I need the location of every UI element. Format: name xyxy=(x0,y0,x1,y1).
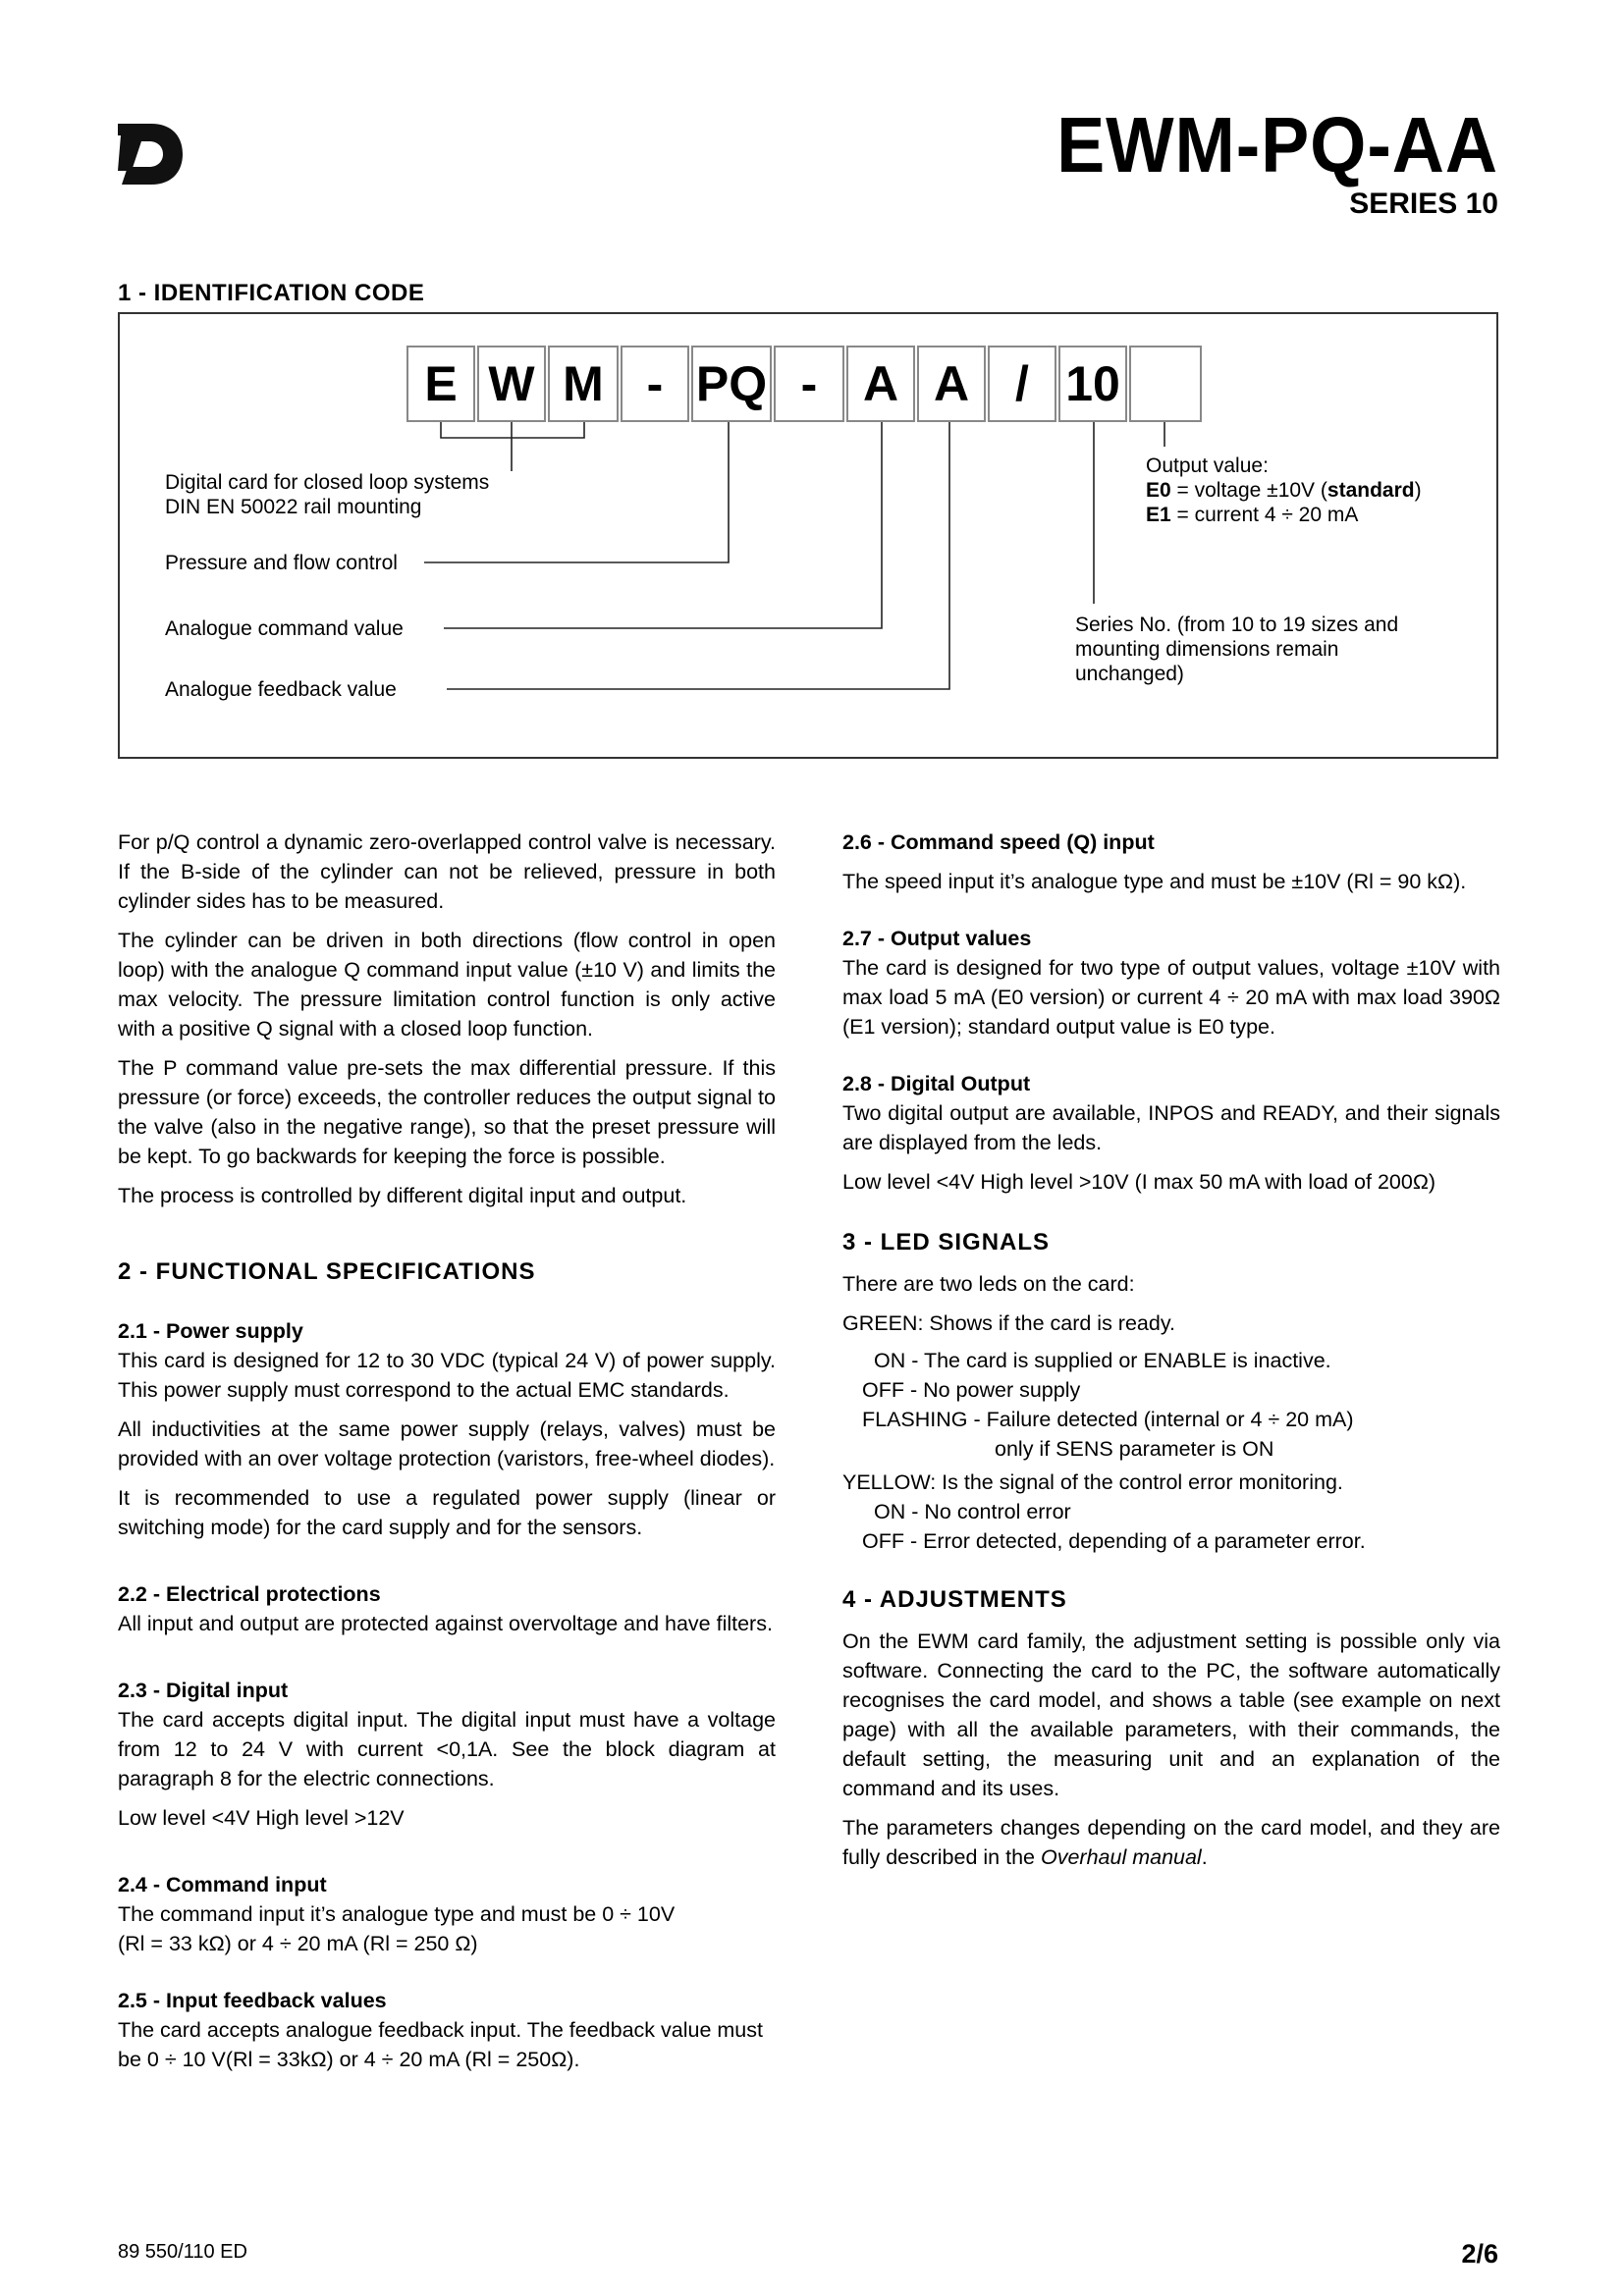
page-number: 2/6 xyxy=(1461,2239,1498,2269)
paragraph: For p/Q control a dynamic zero-overlapped control valve is necessary. If the B-side of the cylinder can not be relieved, pressure in both cylinder sides has to be measured. xyxy=(118,830,776,913)
led-green-flashing-note: only if SENS parameter is ON xyxy=(995,1437,1274,1461)
subsection-title: 2.2 - Electrical protections xyxy=(118,1582,381,1606)
code-label-card: Digital card for closed loop systems DIN EN 50022 rail mounting xyxy=(165,471,490,518)
code-cell: PQ xyxy=(691,346,772,422)
paragraph: The cylinder can be driven in both directions (flow control in open loop) with the analogue Q command input value (±10 V) and limits the max velocity. The pressure limitation control function is only active with a positive Q signal with a closed loop function. xyxy=(118,929,776,1041)
paragraph: It is recommended to use a regulated power supply (linear or switching mode) for the card supply and for the sensors. xyxy=(118,1486,776,1539)
code-cell: E xyxy=(406,346,475,422)
code-cell: - xyxy=(774,346,844,422)
d-logo-icon xyxy=(118,124,183,185)
subsection-title: 2.5 - Input feedback values xyxy=(118,1989,387,2012)
subsection-title: 2.8 - Digital Output xyxy=(842,1072,1031,1095)
paragraph: There are two leds on the card: xyxy=(842,1272,1135,1296)
code-cell: - xyxy=(621,346,689,422)
paragraph: The speed input it’s analogue type and must be ±10V (Rl = 90 kΩ). xyxy=(842,870,1467,893)
paragraph: This card is designed for 12 to 30 VDC (typical 24 V) of power supply. This power supply must correspond to the actual EMC standards. xyxy=(118,1349,776,1402)
paragraph: Low level <4V High level >12V xyxy=(118,1806,405,1830)
paragraph: Two digital output are available, INPOS and READY, and their signals are displayed from the leds. xyxy=(842,1101,1500,1154)
paragraph: The card is designed for two type of output values, voltage ±10V with max load 5 mA (E0 version) or current 4 ÷ 20 mA with max load 390Ω (E1 version); standard output value is E0 type. xyxy=(842,956,1500,1039)
paragraph: The card accepts analogue feedback input. The feedback value must be 0 ÷ 10 V(Rl = 33kΩ) or 4 ÷ 20 mA (Rl = 250Ω). xyxy=(118,2018,763,2071)
led-green-flashing: FLASHING - Failure detected (internal or 4 ÷ 20 mA) xyxy=(862,1408,1354,1431)
paragraph: The card accepts digital input. The digital input must have a voltage from 12 to 24 V with current <0,1A. See the block diagram at paragraph 8 for the electric connections. xyxy=(118,1708,776,1790)
led-yellow-description: YELLOW: Is the signal of the control error monitoring. xyxy=(842,1470,1343,1494)
code-cell: W xyxy=(477,346,546,422)
led-yellow-off: OFF - Error detected, depending of a parameter error. xyxy=(862,1529,1366,1553)
section-identification-code-title: 1 - IDENTIFICATION CODE xyxy=(118,280,425,306)
paragraph: On the EWM card family, the adjustment setting is possible only via software. Connecting the card to the PC, the software automatically recognises the card model, and shows a table (see example on next page) with all the available parameters, with their commands, the default setting, the measuring unit and an explanation of the command and its uses. xyxy=(842,1629,1500,1800)
section-adjustments-title: 4 - ADJUSTMENTS xyxy=(842,1586,1067,1613)
code-label-output-value: Output value: E0 = voltage ±10V (standard) E1 = current 4 ÷ 20 mA xyxy=(1146,454,1422,526)
code-cell: A xyxy=(846,346,915,422)
document-series: SERIES 10 xyxy=(1349,187,1498,220)
led-yellow-on: ON - No control error xyxy=(874,1500,1071,1523)
code-cell: 10 xyxy=(1058,346,1127,422)
code-cell: A xyxy=(917,346,986,422)
subsection-title: 2.7 - Output values xyxy=(842,927,1032,950)
right-column xyxy=(842,828,1500,1882)
subsection-title: 2.6 - Command speed (Q) input xyxy=(842,830,1155,854)
code-label-pressure-flow: Pressure and flow control xyxy=(165,552,398,574)
led-green-on: ON - The card is supplied or ENABLE is inactive. xyxy=(874,1349,1331,1372)
paragraph: The parameters changes depending on the card model, and they are fully described in the Overhaul manual. xyxy=(842,1816,1500,1869)
paragraph: All input and output are protected against overvoltage and have filters. xyxy=(118,1612,773,1635)
code-label-feedback: Analogue feedback value xyxy=(165,678,397,701)
footer-document-code: 89 550/110 ED xyxy=(118,2241,247,2263)
subsection-title: 2.4 - Command input xyxy=(118,1873,327,1896)
code-cell-empty xyxy=(1129,346,1202,422)
subsection-title: 2.3 - Digital input xyxy=(118,1679,289,1702)
led-green-off: OFF - No power supply xyxy=(862,1378,1081,1402)
paragraph: The command input it’s analogue type and must be 0 ÷ 10V (Rl = 33 kΩ) or 4 ÷ 20 mA (Rl = 250 Ω) xyxy=(118,1902,676,1955)
paragraph: The P command value pre-sets the max differential pressure. If this pressure (or force) exceeds, the controller reduces the output signal to the valve (also in the negative range), so that the preset pressure will be kept. To go backwards for keeping the force is possible. xyxy=(118,1056,776,1168)
code-cell: M xyxy=(548,346,619,422)
section-functional-specifications-title: 2 - FUNCTIONAL SPECIFICATIONS xyxy=(118,1258,536,1285)
paragraph: Low level <4V High level >10V (I max 50 mA with load of 200Ω) xyxy=(842,1170,1436,1194)
paragraph: All inductivities at the same power supply (relays, valves) must be provided with an over voltage protection (varistors, free-wheel diodes). xyxy=(118,1417,776,1470)
section-led-signals-title: 3 - LED SIGNALS xyxy=(842,1229,1051,1255)
paragraph: The process is controlled by different digital input and output. xyxy=(118,1184,687,1207)
led-green-description: GREEN: Shows if the card is ready. xyxy=(842,1311,1175,1335)
code-cell: / xyxy=(988,346,1056,422)
left-column xyxy=(118,828,776,2074)
code-label-command: Analogue command value xyxy=(165,617,404,640)
document-title: EWM-PQ-AA xyxy=(1056,101,1498,188)
code-label-series: Series No. (from 10 to 19 sizes and mounting dimensions remain unchanged) xyxy=(1075,614,1399,685)
subsection-title: 2.1 - Power supply xyxy=(118,1319,303,1343)
